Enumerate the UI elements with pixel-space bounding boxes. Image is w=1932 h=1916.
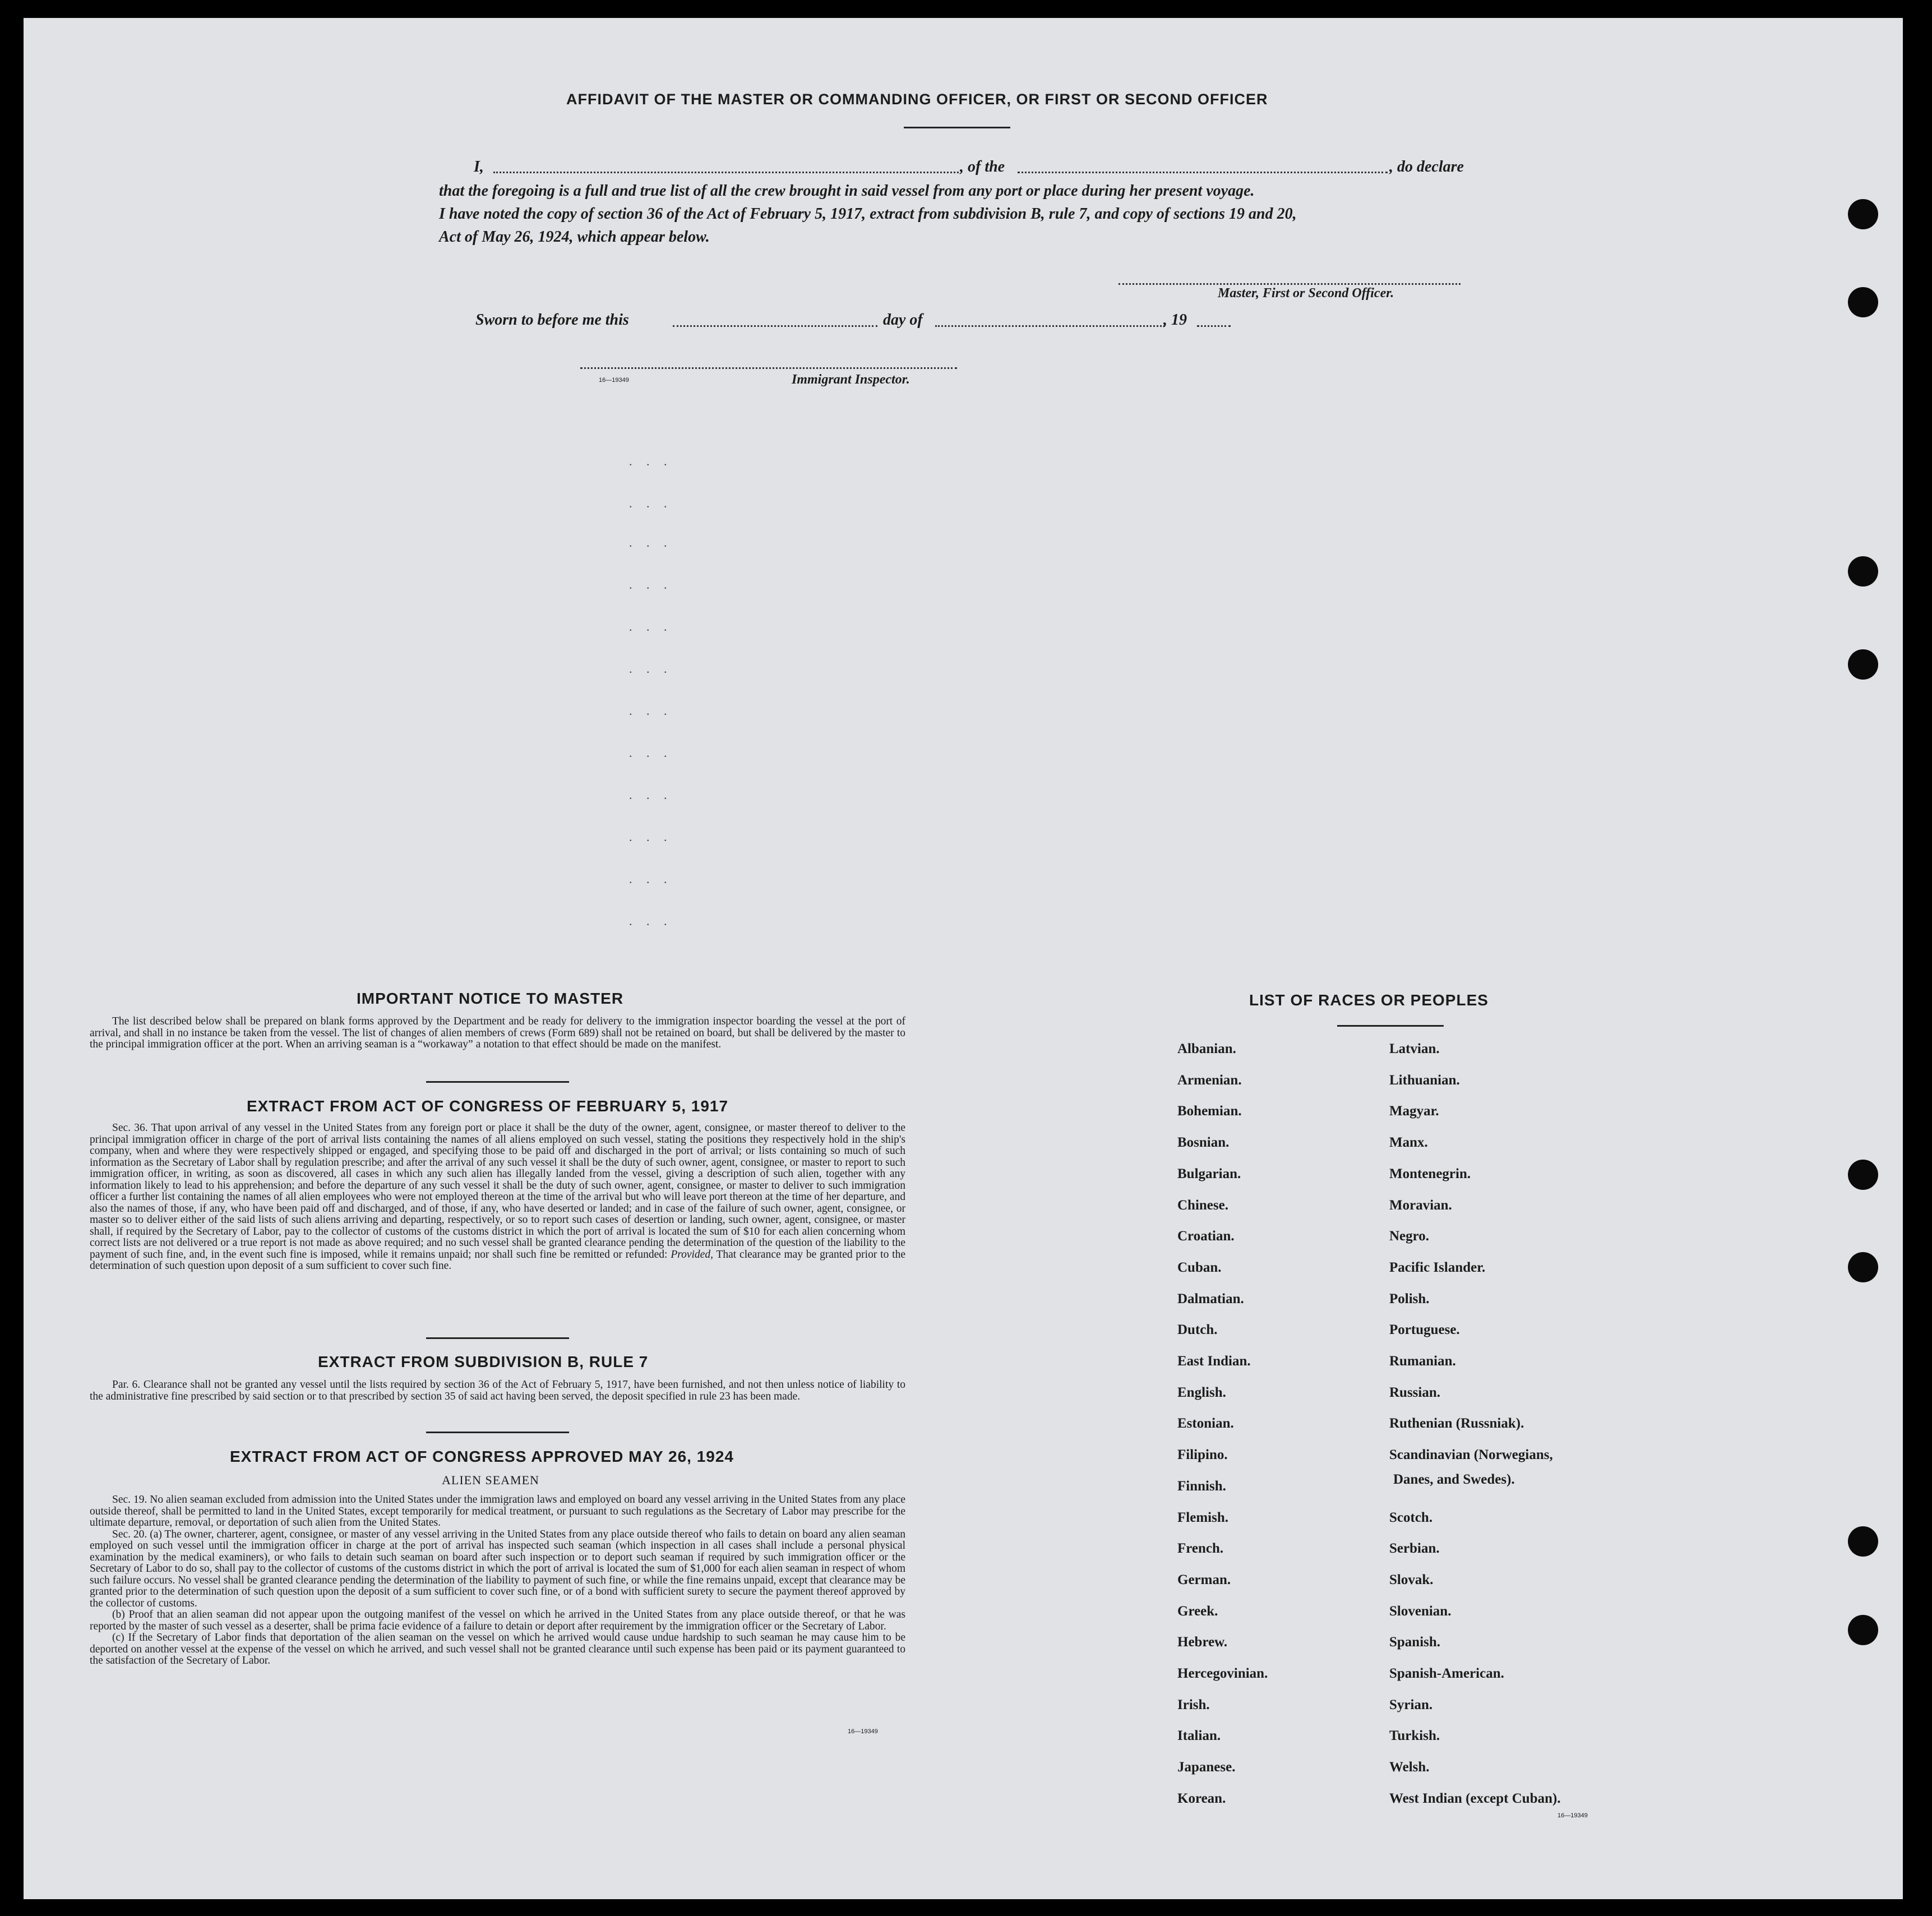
race-item: Irish. (1177, 1697, 1210, 1712)
divider (426, 1337, 569, 1339)
extract-1917-title: EXTRACT FROM ACT OF CONGRESS OF FEBRUARY 5, 1917 (247, 1097, 729, 1115)
do-declare-label: , do declare (1389, 158, 1464, 176)
name-blank[interactable] (493, 172, 959, 173)
notice-paragraph: The list described below shall be prepared on blank forms approved by the Department and be ready for delivery to the immigration inspector boarding the vessel at the port of arrival, and shall in no instance be taken from the vessel. The list of changes of alien members of crews (Form 689) shall not be retained on board, but shall be delivered by the master to the principal immigration officer at the port. When an arriving seaman is a “workaway” a notation to that effect should be made on the manifest. (90, 1015, 905, 1050)
race-item: Danes, and Swedes). (1393, 1472, 1515, 1487)
master-signature-label: Master, First or Second Officer. (1218, 286, 1394, 301)
punch-hole (1848, 1615, 1878, 1645)
sworn-label: Sworn to before me this (475, 311, 629, 329)
sworn-month-blank[interactable] (935, 325, 1165, 327)
notice-title: IMPORTANT NOTICE TO MASTER (357, 990, 624, 1007)
divider (426, 1081, 569, 1083)
race-item: Greek. (1177, 1604, 1218, 1619)
race-item: Spanish. (1389, 1635, 1441, 1650)
affidavit-title: AFFIDAVIT OF THE MASTER OR COMMANDING OFFICER, OR FIRST OR SECOND OFFICER (566, 91, 1268, 108)
punch-hole (1848, 1526, 1878, 1557)
list-row-dots: . . . (629, 830, 673, 844)
race-item: Cuban. (1177, 1260, 1222, 1275)
sworn-day-blank[interactable] (673, 325, 877, 327)
rule7-title: EXTRACT FROM SUBDIVISION B, RULE 7 (318, 1353, 649, 1370)
race-item: Italian. (1177, 1728, 1221, 1743)
race-item: Turkish. (1389, 1728, 1440, 1743)
race-item: Latvian. (1389, 1041, 1440, 1056)
list-row-dots: . . . (629, 662, 673, 676)
punch-hole (1848, 1160, 1878, 1190)
race-item: Russian. (1389, 1385, 1441, 1400)
sec36-text-end: That clearance may be granted prior to the determination of such question upon deposit of a sum sufficient to cover such fine. (90, 1248, 906, 1272)
race-item: Bosnian. (1177, 1135, 1230, 1150)
list-row-dots: . . . (629, 496, 673, 510)
form-number: 16—19349 (1557, 1812, 1588, 1819)
affidavit-line-4: Act of May 26, 1924, which appear below. (439, 228, 710, 246)
race-item: Rumanian. (1389, 1354, 1456, 1369)
punch-hole (1848, 199, 1878, 229)
race-item: Manx. (1389, 1135, 1428, 1150)
race-item: Montenegrin. (1389, 1166, 1471, 1181)
inspector-signature-line[interactable] (580, 367, 957, 369)
race-item: Korean. (1177, 1791, 1226, 1806)
sec19-paragraph: Sec. 19. No alien seaman excluded from admission into the United States under the immigration laws and employed on board any vessel arriving in the United States from any place outside thereof, shall be permitted to land in the United States, except temporarily for medical treatment, or pursuant to such regulations as the Secretary of Labor may prescribe for the ultimate departure, removal, or deportation of such alien from the United States. (90, 1494, 905, 1529)
race-item: Serbian. (1389, 1541, 1440, 1556)
race-item: Syrian. (1389, 1697, 1433, 1712)
race-item: Bulgarian. (1177, 1166, 1241, 1181)
extract-1917-text (90, 1123, 905, 1272)
divider (426, 1432, 569, 1433)
vessel-blank[interactable] (1018, 172, 1388, 173)
list-row-dots: . . . (629, 788, 673, 802)
race-item: Dalmatian. (1177, 1291, 1244, 1306)
extract-1924-title: EXTRACT FROM ACT OF CONGRESS APPROVED MAY 26, 1924 (230, 1448, 734, 1465)
race-item: Japanese. (1177, 1760, 1236, 1775)
race-item: East Indian. (1177, 1354, 1251, 1369)
punch-hole (1848, 287, 1878, 317)
race-item: Lithuanian. (1389, 1073, 1460, 1088)
form-number: 16—19349 (848, 1728, 878, 1735)
races-title: LIST OF RACES OR PEOPLES (1249, 991, 1489, 1009)
sec20a-paragraph: Sec. 20. (a) The owner, charterer, agent, consignee, or master of any vessel arriving in the United States from any place outside thereof who fails to detain on board any alien seaman employed on such vessel until the immigration officer in charge at the port of arrival has inspected such seaman (which inspection in all cases shall include a personal physical examination by the medical examiners), or who fails to detain such seaman on board after such inspection or to deport such seaman if required by such immigration officer or the Secretary of Labor to do so, shall pay to the collector of customs of the customs district in which the port of arrival is located the sum of $1,000 for each alien seaman in respect of whom such failure occurs. No vessel shall be granted clearance pending the determination of the liability to payment of such fine, or while the fine remains unpaid, except that clearance may be granted prior to the determination of such question upon the deposit of a sum sufficient to cover such fine, or of a bond with sufficient surety to secure the payment thereof approved by the collector of customs. (90, 1528, 905, 1609)
race-item: Croatian. (1177, 1229, 1235, 1244)
race-item: Hebrew. (1177, 1635, 1228, 1650)
affidavit-i-label: I, (474, 158, 484, 176)
divider (1337, 1025, 1444, 1027)
race-item: Scandinavian (Norwegians, (1389, 1447, 1553, 1462)
list-row-dots: . . . (629, 746, 673, 760)
extract-1924-text (90, 1494, 905, 1667)
race-item: Spanish-American. (1389, 1666, 1504, 1681)
race-item: Armenian. (1177, 1073, 1242, 1088)
punch-hole (1848, 649, 1878, 680)
sec36-text: Sec. 36. That upon arrival of any vessel in the United States from any foreign port or place it shall be the duty of the owner, agent, consignee, or master thereof to deliver to the principal immigration officer in charge of the port of arrival lists containing the names of all aliens employed on such vessel, stating the positions they respectively hold in the ship's company, when and where they were respectively shipped or engaged, and specifying those to be paid off and discharged in the port of arrival; or lists containing so much of such information as the Secretary of Labor shall by regulation prescribe; and after the arrival of any such vessel it shall be the duty of such owner, agent, consignee, or master to report to such immigration officer, in writing, as soon as discovered, all cases in which any such alien has illegally landed from the vessel, giving a description of such alien, together with any information likely to lead to his apprehension; and before the departure of any such vessel it shall be the duty of such owner, agent, consignee, or master to deliver to such immigration officer a further list containing the names of all alien employees who were not employed thereon at the time of the arrival but who will leave port thereon at the time of her departure, and also the names of those, if any, who have been paid off and discharged, and of those, if any, who have deserted or landed; and in case of the failure of such owner, agent, consignee, or master so to deliver either of the said lists of such aliens arriving and departing, respectively, or so to report such cases of desertion or landing, such owner, agent, consignee, or master shall, if required by the Secretary of Labor, pay to the collector of customs of the customs district in which the port of arrival is located the sum of $10 for each alien concerning whom correct lists are not delivered or a true report is not made as above required; and no such vessel shall be granted clearance pending the determination of the question of the liability to the payment of such fine, and, in the event such fine is imposed, while it remains unpaid; nor shall such fine be remitted or refunded: (90, 1122, 905, 1261)
inspector-label: Immigrant Inspector. (792, 372, 910, 387)
punch-hole (1848, 1252, 1878, 1282)
race-item: Moravian. (1389, 1198, 1452, 1213)
race-item: Pacific Islander. (1389, 1260, 1486, 1275)
list-row-dots: . . . (629, 578, 673, 592)
race-item: Albanian. (1177, 1041, 1236, 1056)
race-item: Hercegovinian. (1177, 1666, 1268, 1681)
sworn-year-blank[interactable] (1197, 325, 1231, 327)
sec20c-paragraph: (c) If the Secretary of Labor finds that deportation of the alien seaman on the vessel on which he arrived would cause undue hardship to such seaman he may cause him to be deported on another vessel at the expense of the vessel on which he arrived, and such vessel shall not be granted clearance until such expense has been paid or its payment guaranteed to the satisfaction of the Secretary of Labor. (90, 1632, 905, 1666)
race-item: Bohemian. (1177, 1104, 1242, 1119)
divider (904, 127, 1010, 128)
list-row-dots: . . . (629, 535, 673, 550)
race-item: French. (1177, 1541, 1224, 1556)
race-item: Negro. (1389, 1229, 1430, 1244)
race-item: West Indian (except Cuban). (1389, 1791, 1561, 1806)
list-row-dots: . . . (629, 454, 673, 468)
alien-seamen-subtitle: ALIEN SEAMEN (442, 1473, 539, 1487)
list-row-dots: . . . (629, 620, 673, 634)
race-item: English. (1177, 1385, 1226, 1400)
rule7-paragraph: Par. 6. Clearance shall not be granted any vessel until the lists required by section 36 of the Act of February 5, 1917, have been furnished, and not then unless notice of liability to the administrative fine prescribed by said section or to that prescribed by section 35 of said act having been served, the deposit specified in rule 23 has been made. (90, 1379, 905, 1402)
master-signature-line[interactable] (1118, 283, 1460, 285)
race-item: Dutch. (1177, 1322, 1218, 1337)
race-item: Welsh. (1389, 1760, 1430, 1775)
form-number: 16—19349 (599, 377, 629, 384)
race-item: German. (1177, 1572, 1231, 1587)
day-of-label: day of (883, 311, 923, 329)
race-item: Chinese. (1177, 1198, 1228, 1213)
affidavit-line-3: I have noted the copy of section 36 of the Act of February 5, 1917, extract from subdivision B, rule 7, and copy of sections 19 and 20, (439, 205, 1297, 223)
race-item: Filipino. (1177, 1447, 1228, 1462)
proviso-label: Provided, (671, 1248, 713, 1261)
notice-text (90, 1016, 905, 1051)
affidavit-line-2: that the foregoing is a full and true list of all the crew brought in said vessel from any port or place during her present voyage. (439, 182, 1255, 200)
of-the-label: , of the (960, 158, 1005, 176)
list-row-dots: . . . (629, 704, 673, 718)
year-label: , 19 (1163, 311, 1187, 329)
race-item: Scotch. (1389, 1510, 1433, 1525)
race-item: Magyar. (1389, 1104, 1439, 1119)
race-item: Flemish. (1177, 1510, 1228, 1525)
race-item: Portuguese. (1389, 1322, 1460, 1337)
rule7-text (90, 1379, 905, 1402)
punch-hole (1848, 556, 1878, 587)
race-item: Slovenian. (1389, 1604, 1452, 1619)
race-item: Ruthenian (Russniak). (1389, 1416, 1524, 1431)
sec20b-paragraph: (b) Proof that an alien seaman did not appear upon the outgoing manifest of the vessel on which he arrived in the United States from any place outside thereof, or that he was reported by the master of such vessel as a deserter, shall be prima facie evidence of a failure to detain or deport after requirement by the immigration officer or the Secretary of Labor. (90, 1609, 905, 1632)
race-item: Finnish. (1177, 1479, 1226, 1494)
list-row-dots: . . . (629, 872, 673, 886)
race-item: Polish. (1389, 1291, 1430, 1306)
list-row-dots: . . . (629, 914, 673, 928)
race-item: Estonian. (1177, 1416, 1234, 1431)
race-item: Slovak. (1389, 1572, 1434, 1587)
